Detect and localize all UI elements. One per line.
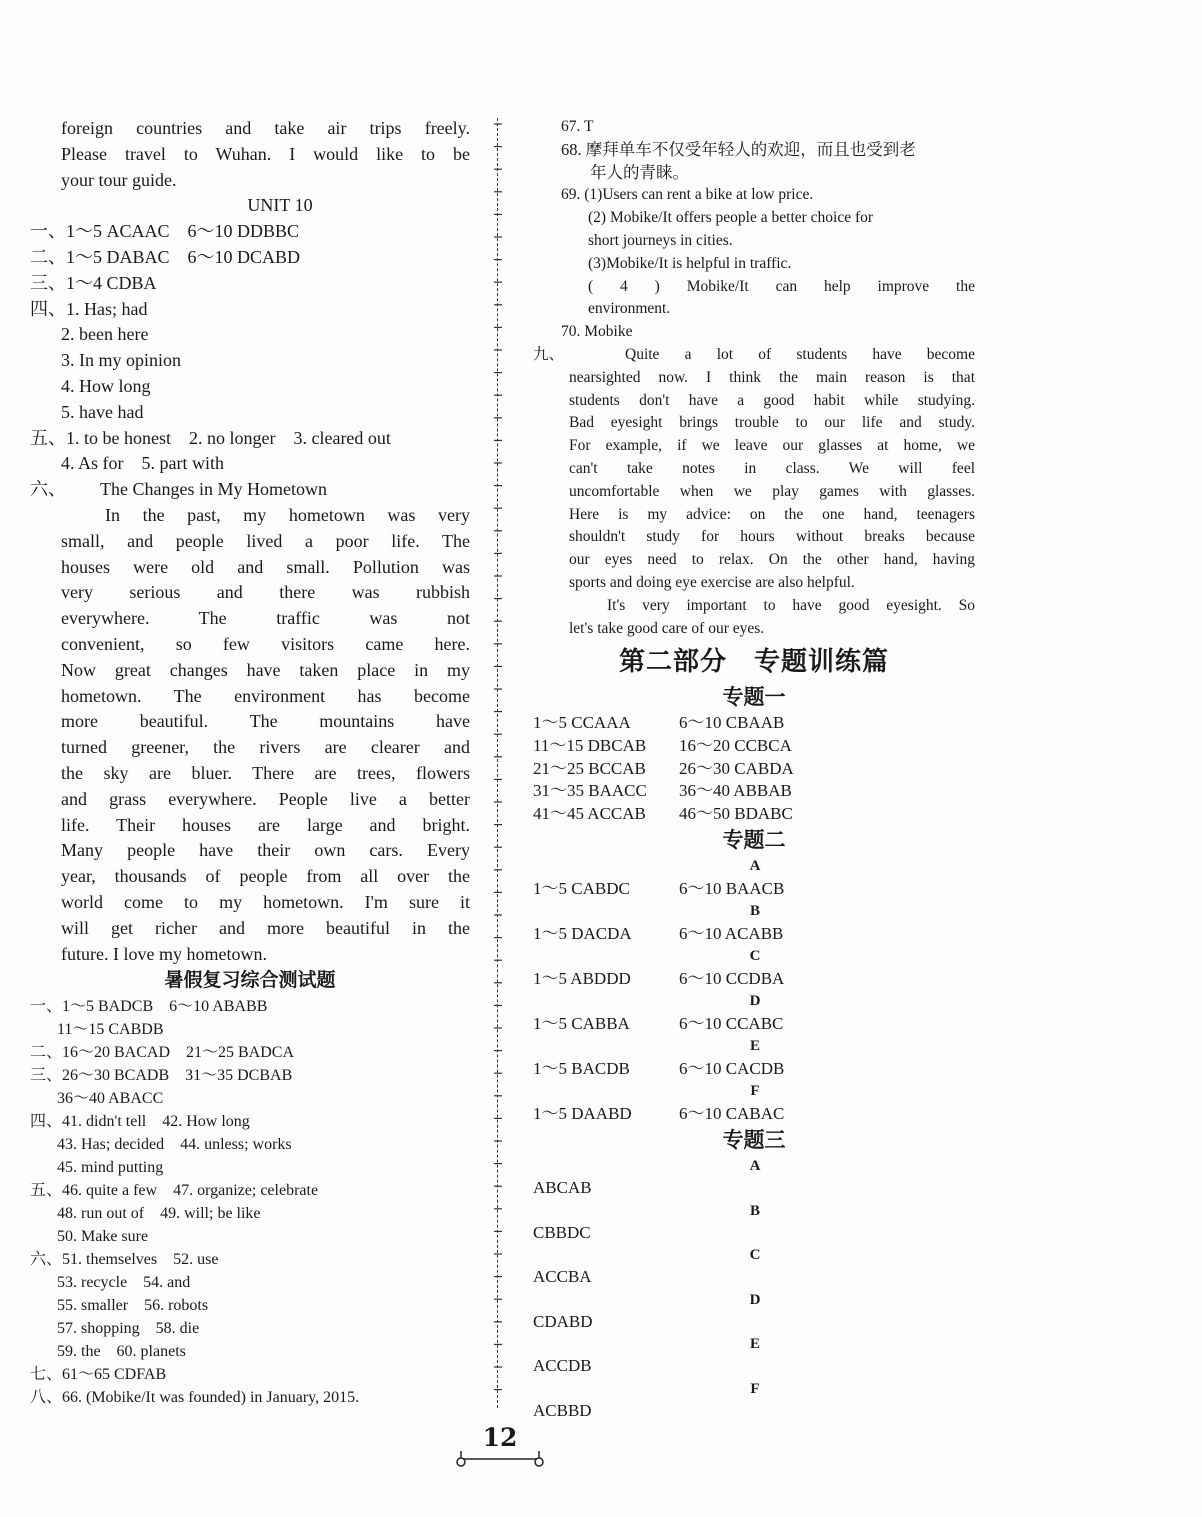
si-item: 3. In my opinion	[61, 350, 181, 371]
topic2-col1: 1～5 DACDA	[533, 924, 632, 944]
topic2-section-letter: A	[749, 858, 761, 875]
topic1-col2: 26～30 CABDA	[679, 758, 794, 778]
test-answer-line: 48. run out of 49. will; be like	[57, 1205, 261, 1223]
essay-line: everywhere. The traffic was not	[61, 608, 470, 629]
topic1-col2: 16～20 CCBCA	[679, 735, 792, 755]
si-item: 4. How long	[61, 375, 151, 396]
topic3-section-letter: A	[749, 1158, 761, 1175]
jiu-line: uncomfortable when we play games with glasses.	[569, 482, 975, 500]
intro-line: Please travel to Wuhan. I would like to be	[61, 143, 470, 164]
jiu-line: students don't have a good habit while studying.	[569, 391, 975, 409]
essay-line: houses were old and small. Pollution was	[61, 556, 470, 577]
topic2-col1: 1～5 ABDDD	[533, 969, 631, 989]
topic3-title: 专题三	[722, 1128, 786, 1153]
jiu-line: our eyes need to relax. On the other hand, having	[569, 551, 975, 569]
topic2-row	[533, 967, 975, 990]
topic1-col1: 11～15 DBCAB	[533, 735, 647, 755]
topic3-answer: ABCAB	[533, 1178, 592, 1198]
wu-line: 五、1. to be honest 2. no longer 3. cleared out	[30, 427, 391, 448]
topic2-col2: 6～10 CABAC	[679, 1104, 785, 1124]
essay-line: year, thousands of people from all over the	[61, 866, 470, 887]
jiu-line: For example, if we leave our glasses at home, we	[569, 437, 975, 455]
intro-line: your tour guide.	[61, 169, 177, 190]
test-answer-line: 11～15 CABDB	[57, 1021, 164, 1039]
topic2-col2: 6～10 BAACB	[679, 879, 785, 899]
test-answer-line: 三、26～30 BCADB 31～35 DCBAB	[30, 1067, 293, 1085]
column-divider	[493, 118, 503, 1408]
topic3-section-letter: D	[749, 1291, 761, 1308]
topic2-row	[533, 1012, 975, 1035]
test-answer-line: 57. shopping 58. die	[57, 1320, 200, 1338]
topic3-section-letter: F	[750, 1380, 760, 1397]
jiu-line: shouldn't study for hours without breaks because	[569, 528, 975, 546]
essay-last-line: future. I love my hometown.	[61, 943, 267, 964]
topic3-section-letter: C	[749, 1247, 761, 1264]
q68-line1: 68. 摩拜单车不仅受年轻人的欢迎，而且也受到老	[561, 139, 916, 159]
test-answer-line: 四、41. didn't tell 42. How long	[30, 1113, 250, 1131]
topic3-section-letter: E	[749, 1336, 760, 1353]
unit-title: UNIT 10	[247, 195, 313, 216]
topic2-section-letter: F	[750, 1083, 760, 1100]
liu-label: 六、	[30, 479, 66, 500]
unit-answer: 一、1～5 ACAAC 6～10 DDBBC	[30, 221, 300, 242]
topic2-col1: 1～5 DAABD	[533, 1104, 632, 1124]
topic3-answer: ACCBA	[533, 1267, 592, 1287]
q69-line: (2) Mobike/It offers people a better choice for	[588, 209, 874, 227]
essay-line: world come to my hometown. I'm sure it	[61, 891, 470, 912]
jiu-line: let's take good care of our eyes.	[569, 619, 765, 637]
essay-line: small, and people lived a poor life. The	[61, 530, 470, 551]
si-item: 2. been here	[61, 324, 149, 345]
test-title: 暑假复习综合测试题	[164, 970, 336, 992]
test-answer-line: 55. smaller 56. robots	[57, 1297, 209, 1315]
intro-line: foreign countries and take air trips freely.	[61, 118, 470, 138]
topic1-col2: 6～10 CBAAB	[679, 713, 785, 733]
test-answer-line: 53. recycle 54. and	[57, 1274, 191, 1292]
topic1-col1: 1～5 CCAAA	[533, 713, 631, 733]
wu-line: 4. As for 5. part with	[61, 453, 224, 474]
essay-line: will get richer and more beautiful in the	[61, 917, 470, 938]
topic1-col2: 36～40 ABBAB	[679, 781, 792, 801]
q67: 67. T	[561, 118, 594, 135]
essay-line: Now great changes have taken place in my	[61, 659, 470, 680]
topic2-answers	[533, 855, 975, 1125]
topic3-section-letter: B	[749, 1202, 760, 1219]
topic2-col2: 6～10 CCDBA	[679, 969, 785, 989]
test-answer-line: 八、66. (Mobike/It was founded) in January, 2015.	[30, 1389, 360, 1407]
topic2-col2: 6～10 ACABB	[679, 924, 784, 944]
jiu-line: It's very important to have good eyesight. So	[607, 596, 975, 614]
test-answer-line: 50. Make sure	[57, 1228, 149, 1246]
test-answer-line: 36～40 ABACC	[57, 1090, 164, 1108]
topic3-answer: CBBDC	[533, 1222, 591, 1242]
jiu-essay	[533, 367, 975, 572]
topic2-row	[533, 1102, 975, 1125]
topic3-answer: CDABD	[533, 1311, 593, 1331]
topic2-col1: 1～5 BACDB	[533, 1059, 630, 1079]
test-answer-line: 45. mind putting	[57, 1159, 164, 1177]
jiu-label: 九、	[533, 345, 565, 363]
essay-line: more beautiful. The mountains have	[61, 711, 470, 732]
q69-line: 69. (1)Users can rent a bike at low price.	[561, 186, 814, 204]
essay-line: and grass everywhere. People live a better	[61, 788, 470, 809]
essay-body	[30, 503, 470, 942]
topic3-answer: ACBBD	[533, 1400, 592, 1420]
topic1-col1: 41～45 ACCAB	[533, 803, 646, 823]
essay-heading-row	[30, 477, 470, 503]
part-title: 第二部分 专题训练篇	[618, 647, 889, 677]
topic1-title: 专题一	[722, 685, 786, 710]
jiu-line: Here is my advice: on the one hand, teenagers	[569, 505, 975, 523]
test-answer-line: 一、1～5 BADCB 6～10 ABABB	[30, 998, 268, 1016]
topic2-row	[533, 877, 975, 900]
jiu-line: Bad eyesight brings trouble to our life and study.	[569, 414, 975, 432]
essay-line: convenient, so few visitors came here.	[61, 633, 470, 654]
essay-line: life. Their houses are large and bright.	[61, 814, 470, 835]
jiu-first-row	[533, 344, 975, 367]
topic1-col2: 46～50 BDABC	[679, 803, 793, 823]
essay-line: Many people have their own cars. Every	[61, 840, 470, 861]
topic2-section-letter: B	[749, 903, 760, 920]
topic2-row	[533, 922, 975, 945]
essay-line: very serious and there was rubbish	[61, 582, 470, 603]
test-answer-line: 二、16～20 BACAD 21～25 BADCA	[30, 1044, 295, 1062]
essay-line: hometown. The environment has become	[61, 685, 470, 706]
test-answers	[30, 995, 470, 1409]
q69-line: ( 4 ) Mobike/It can help improve the	[588, 277, 975, 295]
test-answer-line: 七、61～65 CDFAB	[30, 1366, 167, 1384]
unit-answer: 四、1. Has; had	[30, 298, 148, 319]
q69-line: short journeys in cities.	[588, 231, 733, 249]
topic2-section-letter: C	[749, 948, 761, 965]
essay-line: turned greener, the rivers are clearer and	[61, 737, 470, 758]
essay-line: the sky are bluer. There are trees, flowers	[61, 762, 470, 783]
left-column	[30, 116, 470, 1409]
topic2-col1: 1～5 CABBA	[533, 1014, 630, 1034]
topic1-col1: 21～25 BCCAB	[533, 758, 646, 778]
topic1-row	[533, 758, 975, 781]
test-answer-line: 43. Has; decided 44. unless; works	[57, 1136, 292, 1154]
unit-answer: 三、1～4 CDBA	[30, 272, 157, 293]
essay-title: The Changes in My Hometown	[100, 479, 327, 500]
right-column	[533, 116, 975, 1422]
topic2-col2: 6～10 CCABC	[679, 1014, 784, 1034]
jiu-line: nearsighted now. I think the main reason is that	[569, 368, 975, 386]
jiu-first-line: Quite a lot of students have become	[625, 345, 975, 363]
topic1-row	[533, 712, 975, 735]
topic1-col1: 31～35 BAACC	[533, 781, 647, 801]
unit-answer: 二、1～5 DABAC 6～10 DCABD	[30, 246, 301, 267]
topic1-row	[533, 735, 975, 758]
topic3-answers	[533, 1155, 975, 1422]
topic2-title: 专题二	[722, 828, 786, 853]
topic1-row	[533, 780, 975, 803]
test-answer-line: 六、51. themselves 52. use	[30, 1251, 219, 1269]
si-item: 5. have had	[61, 401, 144, 422]
page-number-box	[456, 1421, 544, 1467]
jiu-line: sports and doing eye exercise are also helpful.	[569, 573, 855, 591]
q69-line: (3)Mobike/It is helpful in traffic.	[588, 254, 792, 272]
topic2-section-letter: D	[749, 993, 761, 1010]
essay-line: In the past, my hometown was very	[105, 504, 470, 525]
q68-line2: 年人的青睐。	[590, 162, 689, 182]
q69-line: environment.	[588, 300, 671, 318]
topic3-answer: ACCDB	[533, 1356, 592, 1376]
q70: 70. Mobike	[561, 323, 633, 341]
test-answer-line: 59. the 60. planets	[57, 1343, 186, 1361]
test-answer-line: 五、46. quite a few 47. organize; celebrate	[30, 1182, 319, 1200]
jiu-line: can't take notes in class. We will feel	[569, 459, 975, 477]
topic2-col2: 6～10 CACDB	[679, 1059, 785, 1079]
topic1-answers	[533, 712, 975, 825]
page-number: 12	[482, 1423, 518, 1452]
topic2-section-letter: E	[749, 1038, 760, 1055]
topic1-row	[533, 803, 975, 826]
topic2-col1: 1～5 CABDC	[533, 879, 630, 899]
topic2-row	[533, 1057, 975, 1080]
